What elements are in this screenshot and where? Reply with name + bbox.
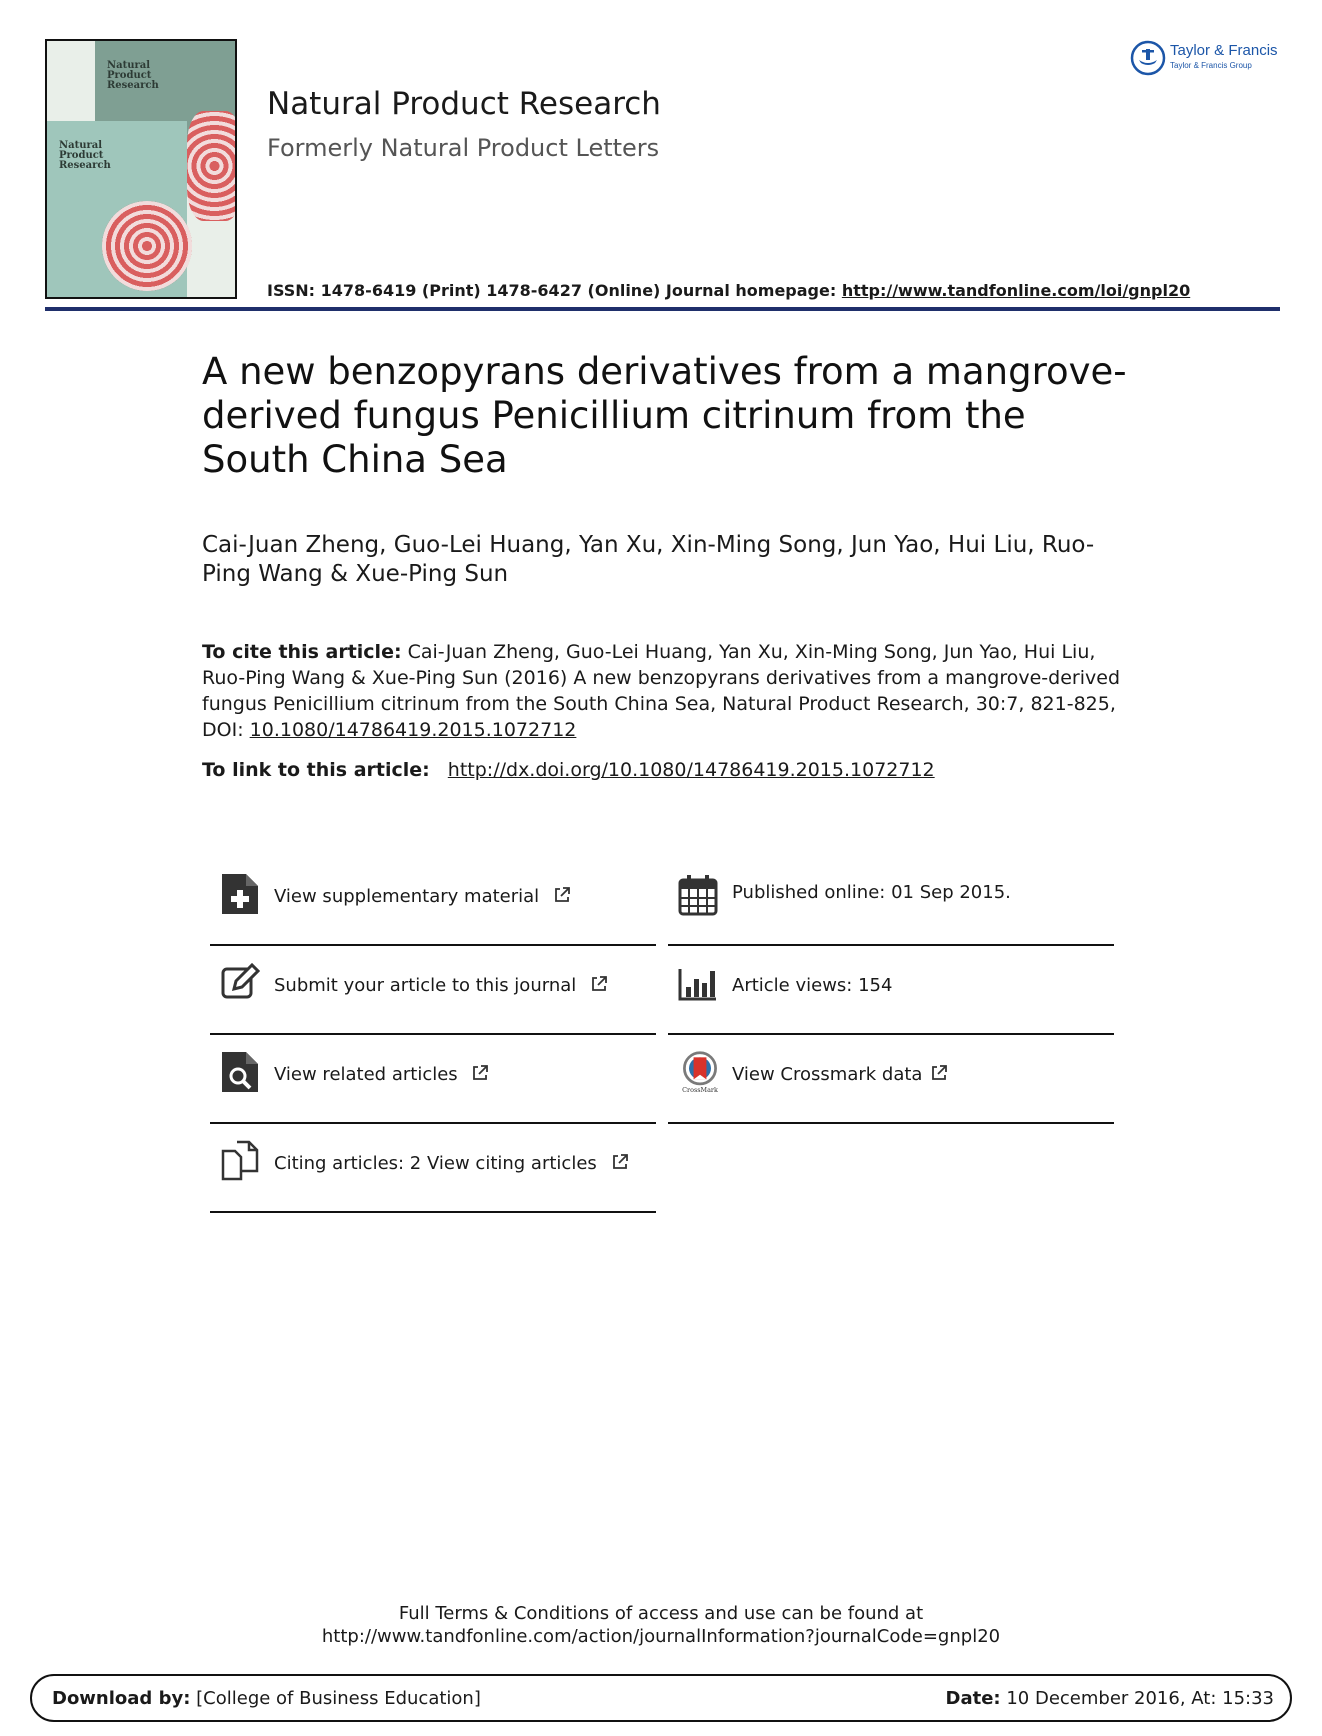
citation-block [202,639,1132,743]
file-plus-icon [220,872,260,916]
external-link-icon [471,1064,489,1082]
published-label: Published online: 01 Sep 2015. [732,882,1011,903]
cover-title-top: Natural Product Research [107,60,159,91]
article-authors: Cai-Juan Zheng, Guo-Lei Huang, Yan Xu, Xin-Ming Song, Jun Yao, Hui Liu, Ruo-Ping Wang & Xue-Ping Sun [202,532,1095,587]
terms-line-1: Full Terms & Conditions of access and use can be found at [398,1603,924,1624]
doi-link[interactable]: 10.1080/14786419.2015.1072712 [249,719,577,741]
article-views-item [668,947,1114,1035]
download-by [52,1688,481,1709]
taylor-francis-logo[interactable] [1128,38,1288,78]
edit-icon [220,961,260,1005]
terms-notice [0,1602,1322,1648]
journal-title: Natural Product Research [267,86,661,122]
crossmark-badge-text: CrossMark [682,1086,718,1094]
submit-label[interactable]: Submit your article to this journal [274,975,577,996]
external-link-icon [553,886,571,904]
cite-label: To cite this article: [202,641,402,663]
issn-text: ISSN: 1478-6419 (Print) 1478-6427 (Online) Journal homepage: [267,281,837,300]
download-value: [College of Business Education] [196,1688,481,1709]
submit-article-item[interactable] [210,947,656,1035]
supplementary-label[interactable]: View supplementary material [274,886,540,907]
external-link-icon [590,975,608,993]
journal-homepage-link[interactable]: http://www.tandfonline.com/loi/gnpl20 [841,281,1191,300]
cite-text: Cai-Juan Zheng, Guo-Lei Huang, Yan Xu, Xin-Ming Song, Jun Yao, Hui Liu, Ruo-Ping Wang & Xue-Ping Sun (2016) A new benzopyrans derivatives from a mangrove-derived fungus Penicillium citrinum from the South China Sea, Natural Product Research, 30:7, 821-825, DOI: [202,641,1121,741]
publisher-name: Taylor & Francis [1170,42,1278,59]
journal-cover-image [45,39,237,299]
issn-line [267,281,1190,300]
crossmark-label[interactable]: View Crossmark data [732,1064,923,1085]
citing-articles-item[interactable] [210,1125,656,1213]
publisher-logo-icon [1130,40,1166,76]
download-info-bar [30,1674,1292,1722]
views-label: Article views: 154 [732,975,893,996]
copy-documents-icon [220,1139,260,1183]
external-link-icon [611,1153,629,1171]
journal-subtitle: Formerly Natural Product Letters [267,134,660,162]
header-divider [45,307,1280,311]
supplementary-material-item[interactable] [210,858,656,946]
terms-url[interactable]: http://www.tandfonline.com/action/journalInformation?journalCode=gnpl20 [321,1626,1001,1647]
article-title: A new benzopyrans derivatives from a mangrove-derived fungus Penicillium citrinum from the South China Sea [202,350,1127,481]
related-articles-item[interactable] [210,1036,656,1124]
external-link-icon [930,1064,948,1082]
date-value: 10 December 2016, At: 15:33 [1006,1688,1274,1709]
date-label: Date: [945,1688,1001,1709]
article-link-line [202,759,935,781]
crossmark-icon [678,1050,722,1094]
published-online-item [668,858,1114,946]
download-label: Download by: [52,1688,191,1709]
cover-title-bottom: Natural Product Research [59,140,111,171]
article-url-link[interactable]: http://dx.doi.org/10.1080/14786419.2015.1072712 [447,759,935,781]
file-search-icon [220,1050,260,1094]
bar-chart-icon [678,961,718,1005]
citing-label[interactable]: Citing articles: 2 View citing articles [274,1153,597,1174]
publisher-group: Taylor & Francis Group [1170,61,1252,70]
calendar-icon [678,872,718,916]
related-label[interactable]: View related articles [274,1064,458,1085]
crossmark-item[interactable] [668,1036,1114,1124]
download-date [946,1688,1275,1709]
link-label: To link to this article: [202,759,430,781]
